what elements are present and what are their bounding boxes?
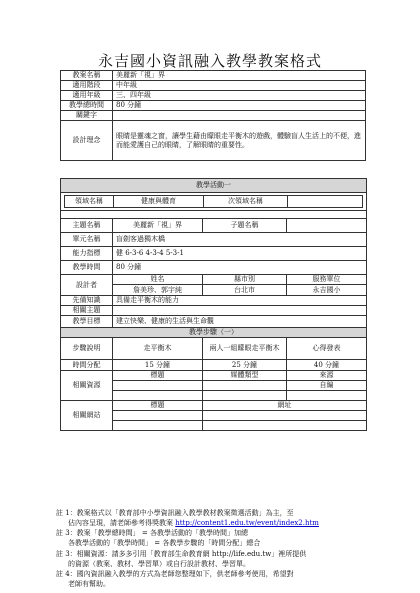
step-item: 兩人一組矇眼走平衡木 (203, 338, 287, 360)
concept-label: 設計理念 (61, 121, 113, 161)
info-value: 80 分鐘 (113, 101, 366, 111)
theme-label: 主題名稱 (61, 219, 113, 233)
field-subtable (64, 195, 363, 208)
designer-school-header: 服務單位 (287, 275, 367, 285)
note-2: 註 3：教案「教學總時間」 = 各教學活動的「教學時間」加總 (56, 529, 248, 538)
info-label: 適用年級 (61, 91, 113, 101)
designer-label: 設計者 (61, 275, 113, 296)
info-row (61, 101, 366, 111)
document-title: 永吉國小資訊融入教學教案格式 (97, 52, 322, 70)
info-label: 關鍵字 (61, 111, 113, 121)
info-row (61, 91, 366, 101)
steps-label: 步驟說明 (61, 338, 113, 360)
note-1-cont (56, 518, 376, 528)
step-item: 心得發表 (287, 338, 367, 360)
note-1-text: 佔內容呈現，請老師參考得獎教案 (68, 519, 176, 528)
content-link[interactable]: http://content1.edu.tw/event/index2.htm (175, 519, 319, 528)
info-value: 中年級 (113, 81, 366, 91)
subtheme-value (287, 219, 367, 233)
field-value: 健康與體育 (114, 196, 204, 208)
related-value (113, 306, 367, 316)
unit-label: 單元名稱 (61, 233, 113, 247)
info-label: 適用階段 (61, 81, 113, 91)
subfield-label: 次領域名稱 (204, 196, 288, 208)
steps-header: 教學步驟（一） (61, 328, 367, 338)
activity-header: 教學活動一 (61, 179, 367, 193)
alloc-item: 25 分鐘 (203, 360, 287, 371)
resource-source-header: 來源 (287, 371, 367, 381)
field-label: 領域名稱 (65, 196, 114, 208)
alloc-label: 時間分配 (61, 360, 113, 371)
alloc-item: 40 分鐘 (287, 360, 367, 371)
website-label: 相關網站 (61, 401, 113, 431)
website-url-header: 網址 (203, 401, 367, 411)
designer-school: 永吉國小 (287, 285, 367, 296)
resource-label: 相關資源 (61, 371, 113, 401)
info-row (61, 71, 366, 81)
designer-name-header: 姓名 (113, 275, 203, 285)
note-3-cont: 的資源（教案、教材、學習單）或自行設計教材、學習單。 (68, 559, 250, 568)
activity-table (60, 178, 367, 431)
info-row (61, 111, 366, 121)
related-label: 相關主題 (61, 306, 113, 316)
info-row (61, 81, 366, 91)
website-title-header: 標題 (113, 401, 203, 411)
note-1: 註 1：教案格式以「教育部中小學資訊融入教學教材教案徵選活動」為主，至 (56, 509, 294, 517)
note-4-cont: 老師有幫助。 (68, 579, 110, 588)
prior-label: 先備知識 (61, 296, 113, 306)
designer-county-header: 縣市別 (203, 275, 287, 285)
lesson-info-table (60, 70, 366, 161)
prior-value: 具備走平衡木的能力 (113, 296, 367, 306)
goal-label: 教學目標 (61, 316, 113, 328)
footnotes (56, 508, 376, 589)
note-3: 註 3：相關資源：請多多引用「教育部生命教育網 http://life.edu.tw」裡所提供 (56, 549, 307, 558)
note-2-cont: 各教學活動的「教學時間」 = 各教學步驟的「時間分配」總合 (68, 539, 261, 548)
designer-name: 詹美珍、郭宇純 (113, 285, 203, 296)
resource-title-header: 標題 (113, 371, 203, 381)
info-label: 教案名稱 (61, 71, 113, 81)
info-value (113, 111, 366, 121)
note-4: 註 4：國內資訊融入教學的方式為老師您整理如下，供老師參考使用，希望對 (56, 569, 294, 578)
theme-value: 美麗新「視」界 (113, 219, 203, 233)
ability-value: 健 6-3-6 4-3-4 5-3-1 (113, 247, 367, 261)
resource-type-cell (203, 381, 287, 391)
designer-county: 台北市 (203, 285, 287, 296)
step-item: 走平衡木 (113, 338, 203, 360)
resource-source-cell: 自編 (287, 381, 367, 391)
subfield-value (288, 196, 363, 208)
ability-label: 能力指標 (61, 247, 113, 261)
time-label: 教學時間 (61, 261, 113, 275)
concept-text: 眼睛是靈魂之窗，讓學生藉由矇眼走平衡木的遊戲，體驗盲人生活上的不便，進而能愛護自己的眼睛，了解眼睛的重要性。 (113, 121, 366, 161)
unit-value: 盲劍客過獨木橋 (113, 233, 367, 247)
resource-title-cell (113, 381, 203, 391)
info-label: 教學總時間 (61, 101, 113, 111)
concept-row (61, 121, 366, 161)
resource-type-header: 媒體類型 (203, 371, 287, 381)
info-value: 三、四年級 (113, 91, 366, 101)
time-value: 80 分鐘 (113, 261, 367, 275)
alloc-item: 15 分鐘 (113, 360, 203, 371)
subtheme-label: 子題名稱 (203, 219, 287, 233)
info-value: 美麗新「視」界 (113, 71, 366, 81)
goal-value: 建立快樂、健康的生活與生命觀 (113, 316, 367, 328)
